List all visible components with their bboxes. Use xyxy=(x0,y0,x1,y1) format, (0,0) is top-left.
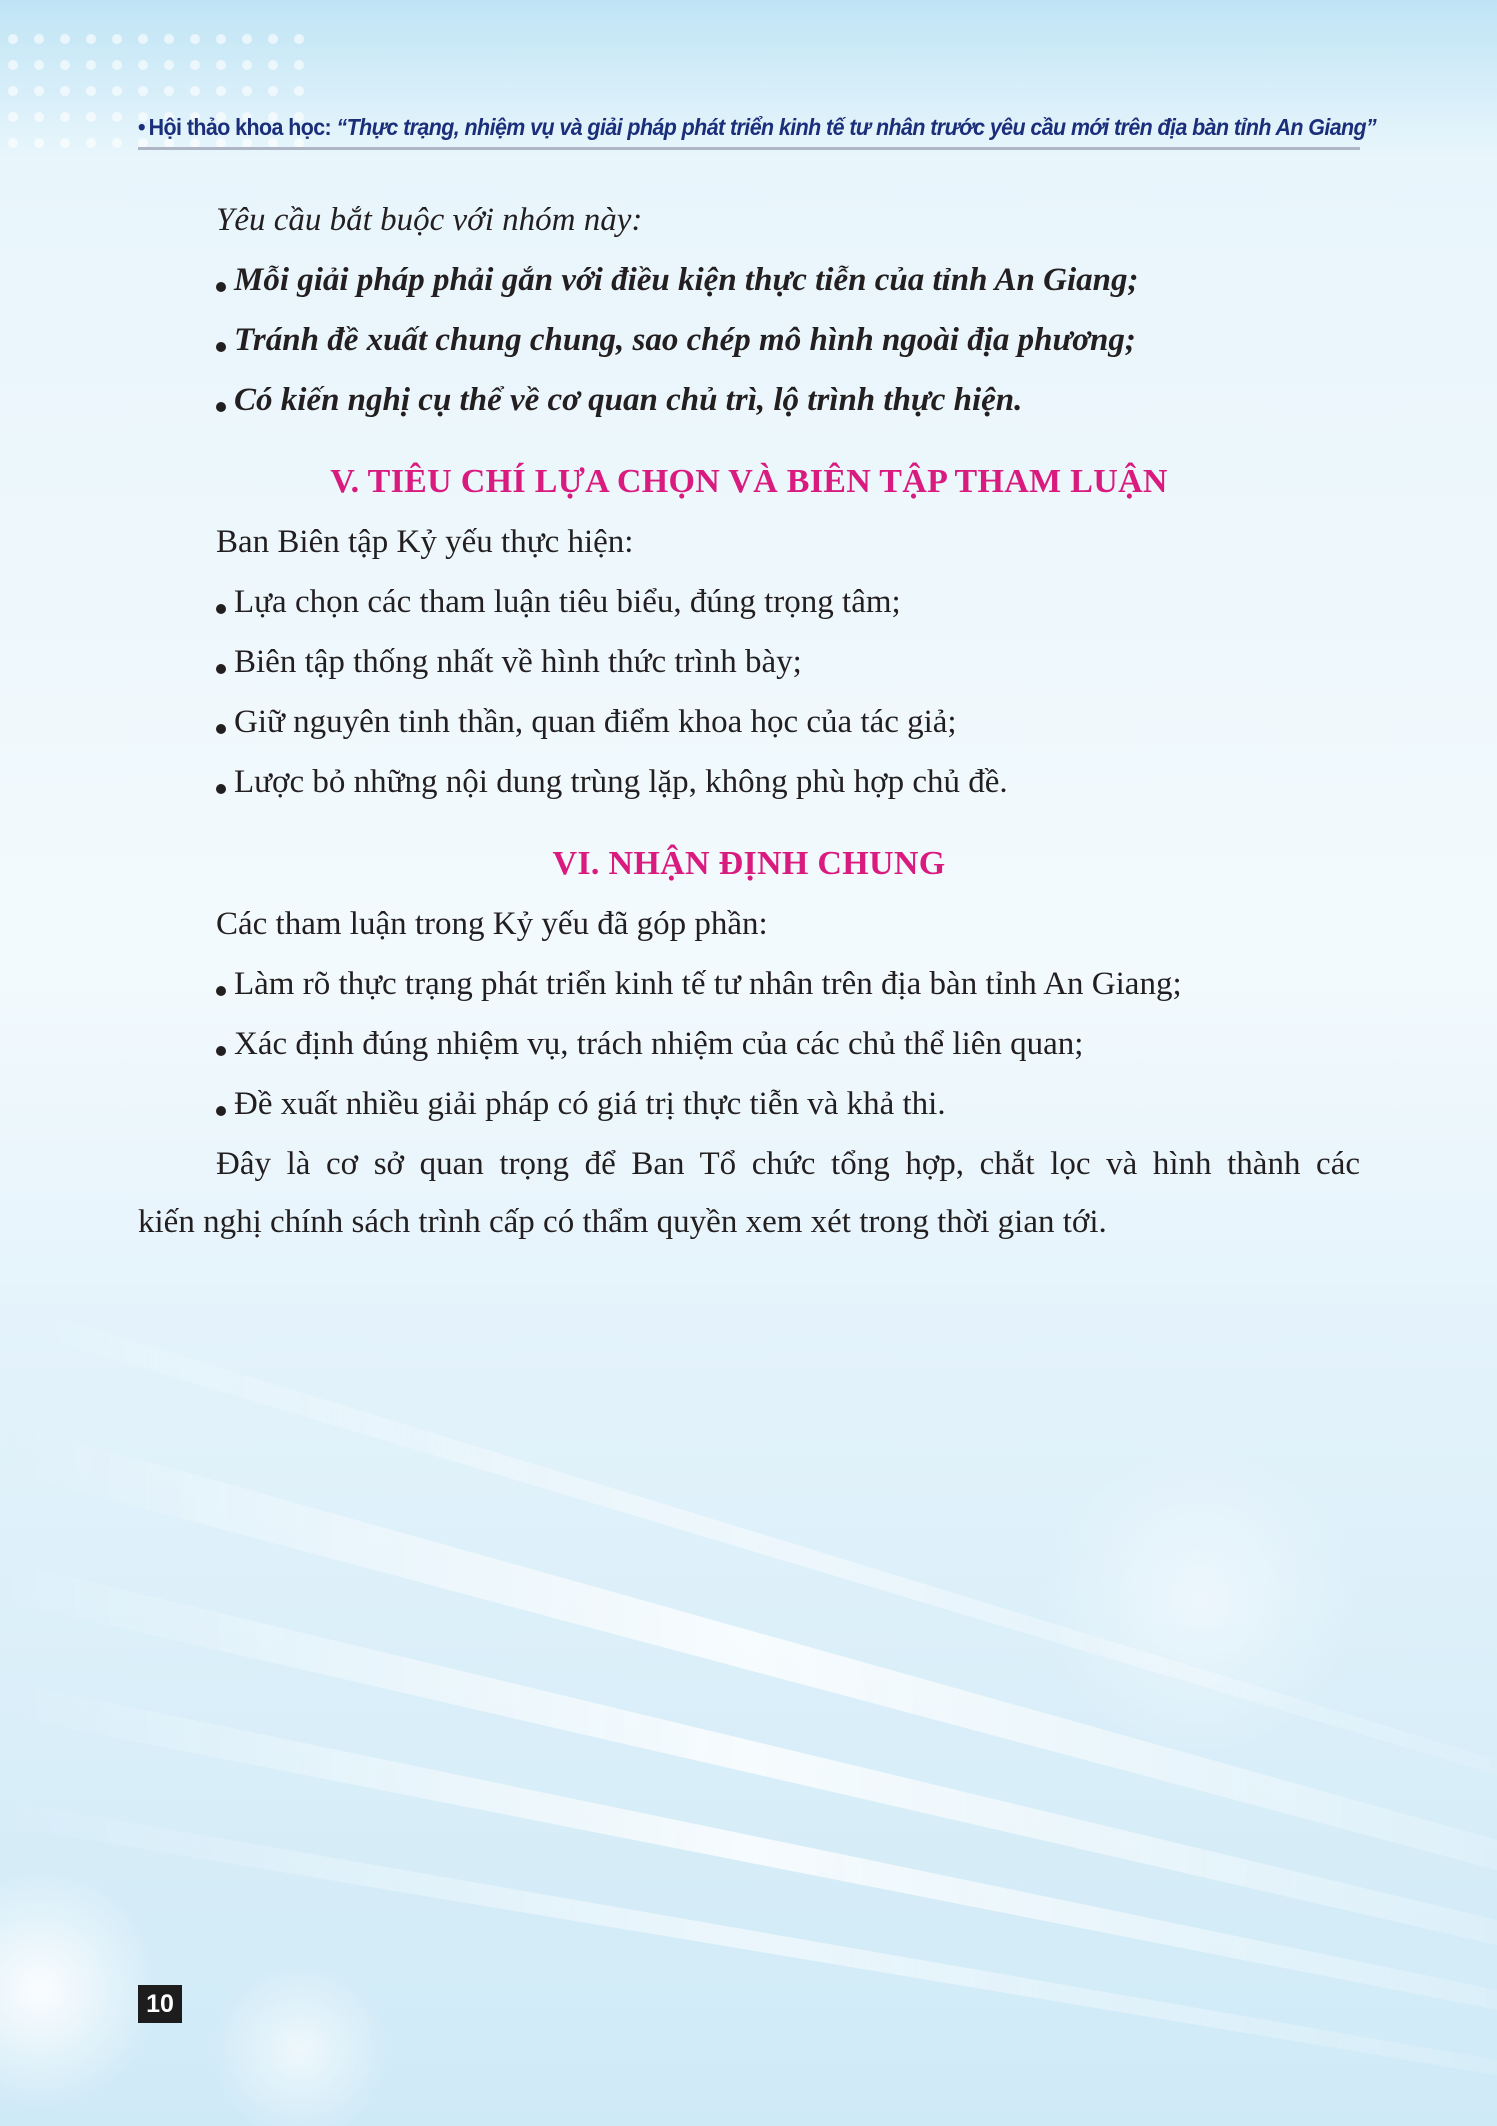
bullet-dot xyxy=(216,402,226,412)
running-header-text xyxy=(138,114,1377,141)
list-item-text: Giữ nguyên tinh thần, quan điểm khoa học của tác giả; xyxy=(234,704,957,740)
bullet-dot xyxy=(216,1046,226,1056)
bullet-dot xyxy=(216,604,226,614)
header-prefix: Hội thảo khoa học: xyxy=(148,114,337,140)
bullet-dot xyxy=(216,282,226,292)
list-item-text: Tránh đề xuất chung chung, sao chép mô hình ngoài địa phương; xyxy=(234,322,1136,358)
list-item xyxy=(216,692,957,752)
requirements-intro: Yêu cầu bắt buộc với nhóm này: xyxy=(216,202,643,238)
page-number: 10 xyxy=(138,1985,182,2023)
list-item-text: Lựa chọn các tham luận tiêu biểu, đúng trọng tâm; xyxy=(234,584,901,620)
section-heading-vi: VI. NHẬN ĐỊNH CHUNG xyxy=(552,845,946,882)
conclusion-line-1: Đây là cơ sở quan trọng để Ban Tổ chức tổng hợp, chắt lọc và hình thành các xyxy=(216,1146,1360,1182)
bullet-dot xyxy=(216,342,226,352)
list-item xyxy=(216,954,1182,1014)
header-bullet: • xyxy=(138,114,145,140)
list-item xyxy=(216,752,1008,812)
list-item xyxy=(216,250,1139,310)
header-divider xyxy=(138,147,1360,150)
header-conference-title: “Thực trạng, nhiệm vụ và giải pháp phát triển kinh tế tư nhân trước yêu cầu mới trên địa bàn tỉnh An Giang” xyxy=(336,114,1377,140)
bullet-dot xyxy=(216,664,226,674)
list-item xyxy=(216,1014,1083,1074)
list-item xyxy=(216,572,901,632)
bullet-dot xyxy=(216,986,226,996)
list-item-text: Lược bỏ những nội dung trùng lặp, không phù hợp chủ đề. xyxy=(234,764,1008,800)
list-item-text: Đề xuất nhiều giải pháp có giá trị thực tiễn và khả thi. xyxy=(234,1086,946,1122)
list-item-text: Mỗi giải pháp phải gắn với điều kiện thực tiễn của tỉnh An Giang; xyxy=(234,262,1139,298)
list-item-text: Làm rõ thực trạng phát triển kinh tế tư nhân trên địa bàn tỉnh An Giang; xyxy=(234,966,1182,1002)
conclusion-line-2: kiến nghị chính sách trình cấp có thẩm quyền xem xét trong thời gian tới. xyxy=(138,1204,1107,1240)
bullet-dot xyxy=(216,724,226,734)
list-item-text: Có kiến nghị cụ thể về cơ quan chủ trì, lộ trình thực hiện. xyxy=(234,382,1023,418)
running-header xyxy=(138,114,1377,150)
list-item xyxy=(216,1074,946,1134)
list-item-text: Biên tập thống nhất về hình thức trình bày; xyxy=(234,644,802,680)
list-item xyxy=(216,370,1022,430)
bullet-dot xyxy=(216,1106,226,1116)
list-item xyxy=(216,310,1136,370)
section-vi-intro: Các tham luận trong Kỷ yếu đã góp phần: xyxy=(216,906,768,942)
list-item-text: Xác định đúng nhiệm vụ, trách nhiệm của các chủ thể liên quan; xyxy=(234,1026,1084,1062)
list-item xyxy=(216,632,802,692)
section-v-intro: Ban Biên tập Kỷ yếu thực hiện: xyxy=(216,524,634,560)
bullet-dot xyxy=(216,784,226,794)
section-heading-v: V. TIÊU CHÍ LỰA CHỌN VÀ BIÊN TẬP THAM LUẬN xyxy=(330,463,1168,500)
